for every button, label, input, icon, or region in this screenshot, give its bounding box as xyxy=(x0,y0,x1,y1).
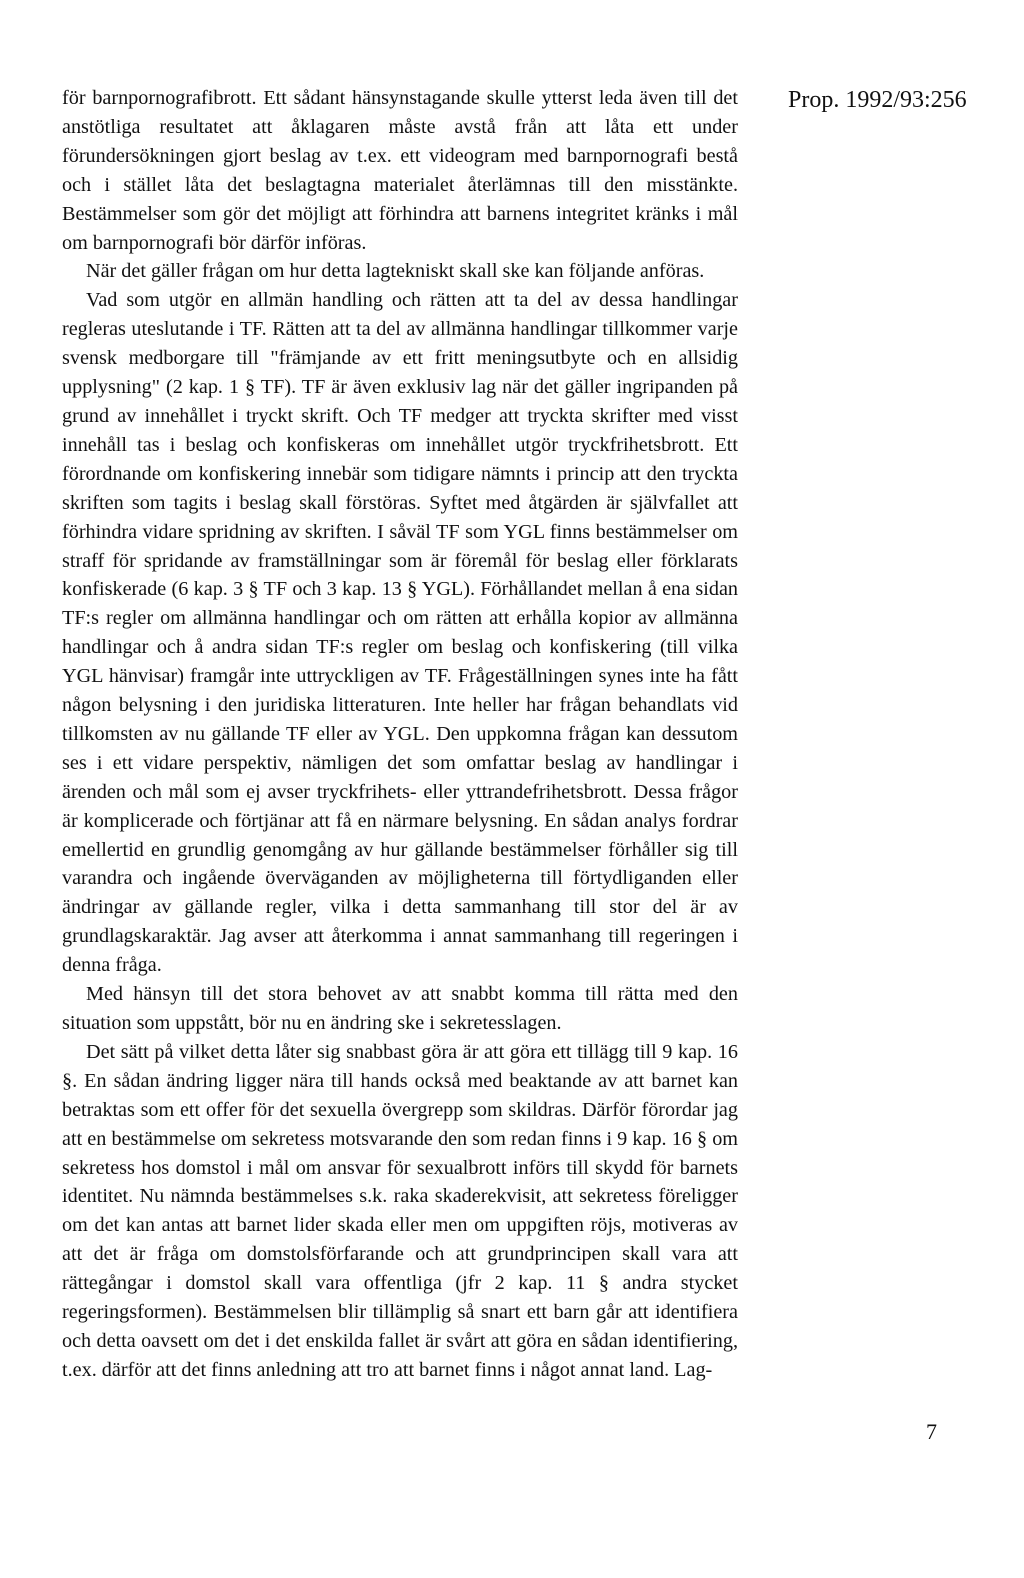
proposition-reference: Prop. 1992/93:256 xyxy=(788,87,967,113)
page-number: 7 xyxy=(926,1419,937,1444)
paragraph-5: Det sätt på vilket detta låter sig snabbast göra är att göra ett tillägg till 9 kap. 16 §. En sådan ändring ligger nära till hands också med beaktande av att barnet kan betraktas som ett offer för det sexuella övergrepp som skildras. Därför förordar jag att en bestämmelse om sekretess motsvarande den som redan finns i 9 kap. 16 § om sekretess hos domstol i mål om ansvar för sexualbrott införs till skydd för barnets identitet. Nu nämnda bestämmelses s.k. raka skaderekvisit, att sekretess föreligger om det kan antas att barnet lider skada eller men om uppgiften röjs, motiveras av att det är fråga om domstolsförfarande och att grundprincipen skall vara att rättegångar i domstol skall vara offentliga (jfr 2 kap. 11 § andra stycket regeringsformen). Bestämmelsen blir tillämplig så snart ett barn går att identifiera och detta oavsett om det i det enskilda fallet är svårt att göra en sådan identifiering, t.ex. därför att det finns anledning att tro att barnet finns i något annat land. Lag- xyxy=(62,1040,738,1381)
body-text xyxy=(62,84,738,1385)
paragraph-3: Vad som utgör en allmän handling och rätten att ta del av dessa handlingar regleras uteslutande i TF. Rätten att ta del av allmänna handlingar tillkommer varje svensk medborgare till "främjande av ett fritt meningsutbyte och en allsidig upplysning" (2 kap. 1 § TF). TF är även exklusiv lag när det gäller ingripanden på grund av innehållet i tryckt skrift. Och TF medger att tryckta skrifter med visst innehåll tas i beslag och konfiskeras om innehållet utgör tryckfrihetsbrott. Ett förordnande om konfiskering innebär som tidigare nämnts i princip att den tryckta skriften som tagits i beslag skall förstöras. Syftet med åtgärden är självfallet att förhindra vidare spridning av skriften. I såväl TF som YGL finns bestämmelser om straff för spridande av framställningar som är föremål för beslag eller förklarats konfiskerade (6 kap. 3 § TF och 3 kap. 13 § YGL). Förhållandet mellan å ena sidan TF:s regler om allmänna handlingar och om rätten att erhålla kopior av allmänna handlingar och å andra sidan TF:s regler om beslag och konfiskering (till vilka YGL hänvisar) framgår inte uttryckligen av TF. Frågeställningen synes inte ha fått någon belysning i den juridiska litteraturen. Inte heller har frågan behandlats vid tillkomsten av nu gällande TF eller av YGL. Den uppkomna frågan kan dessutom ses i ett vidare perspektiv, nämligen det som omfattar beslag av handlingar i ärenden och mål som ej avser tryckfrihets- eller yttrandefrihetsbrott. Dessa frågor är komplicerade och förtjänar att få en närmare belysning. En sådan analys fordrar emellertid en grundlig genomgång av hur gällande bestämmelser förhåller sig till varandra och ingående överväganden av möjligheterna till förtydliganden eller ändringar av gällande regler, vilka i detta sammanhang till stor del är av grundlagskaraktär. Jag avser att återkomma i annat sammanhang till regeringen i denna fråga. xyxy=(62,289,738,977)
paragraph-1: för barnpornografibrott. Ett sådant hänsynstagande skulle ytterst leda även till det anstötliga resultatet att åklagaren måste avstå från att låta ett under förundersökningen gjort beslag av t.ex. ett videogram med barnpornografi bestå och i stället låta det beslagtagna materialet återlämnas till den misstänkte. Bestämmelser som gör det möjligt att förhindra att barnens integritet kränks i mål om barnpornografi bör därför införas. xyxy=(62,87,738,254)
paragraph-2: När det gäller frågan om hur detta lagtekniskt skall ske kan följande anföras. xyxy=(86,260,705,283)
paragraph-4: Med hänsyn till det stora behovet av att snabbt komma till rätta med den situation som uppstått, bör nu en ändring ske i sekretesslagen. xyxy=(62,983,738,1034)
